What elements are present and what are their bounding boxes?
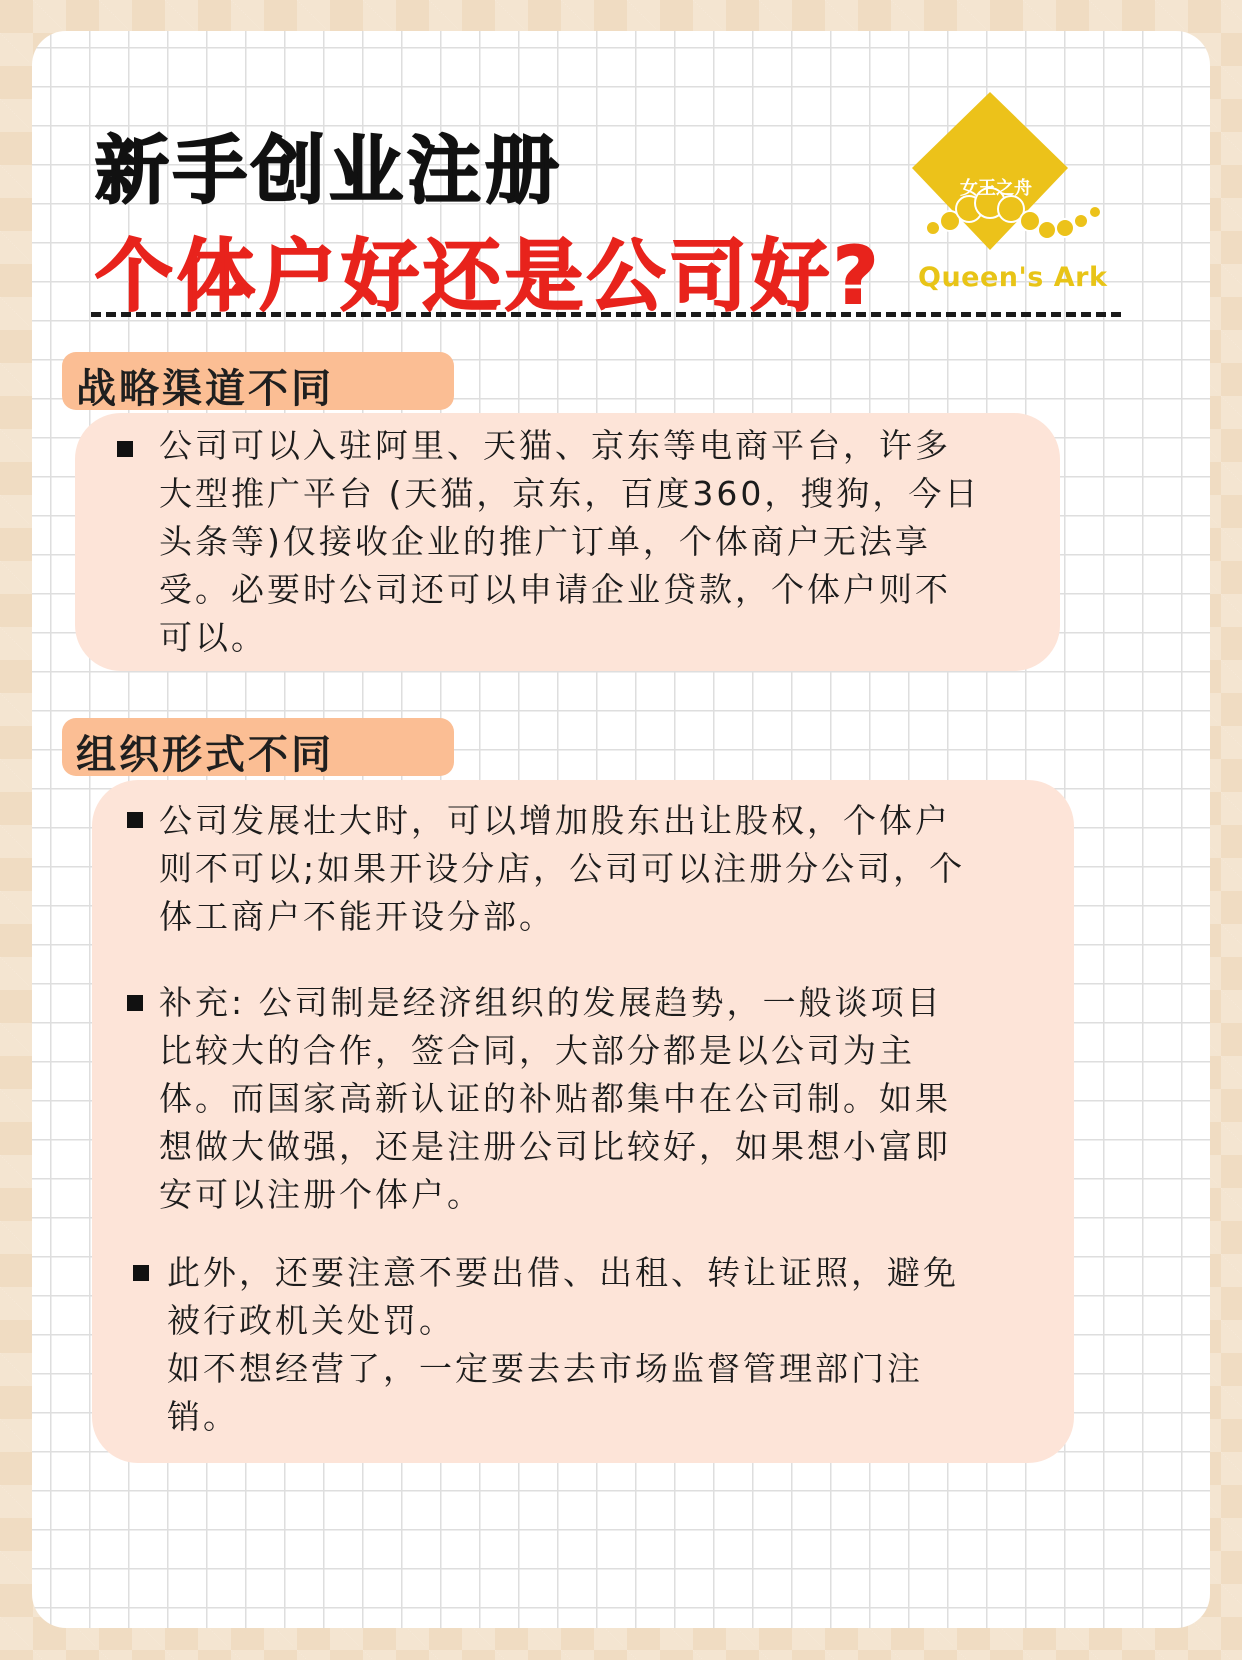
bullet-icon [127,812,143,828]
section-label-text: 战略渠道不同 [76,366,334,412]
bullet-icon [133,1265,149,1281]
bullet-icon [117,441,133,457]
list-item: 公司可以入驻阿里、天猫、京东等电商平台，许多 大型推广平台 (天猫，京东，百度360，搜狗，今日 头条等)仅接收企业的推广订单，个体商户无法享 受。必要时公司还可以申请企业贷款，个体户则不 可以。 [159,426,981,657]
divider [91,312,1121,317]
section-label-text: 组织形式不同 [76,732,334,778]
list-item: 此外，还要注意不要出借、出租、转让证照，避免 被行政机关处罚。 如不想经营了，一定要去去市场监督管理部门注 销。 [167,1253,959,1436]
page-title: 新手创业注册 [95,128,563,214]
logo-en-text: Queen's Ark [918,262,1108,293]
section-label-strategy [62,352,454,410]
list-item: 补充: 公司制是经济组织的发展趋势，一般谈项目 比较大的合作，签合同，大部分都是以公司为主 体。而国家高新认证的补贴都集中在公司制。如果 想做大做强，还是注册公司比较好，如果想小富即 安可以注册个体户。 [159,983,951,1214]
bullet-icon [127,995,143,1011]
logo-cn-text: 女王之舟 [960,178,1032,199]
list-item: 公司发展壮大时，可以增加股东出让股权，个体户 则不可以;如果开设分店，公司可以注册分公司，个 体工商户不能开设分部。 [159,801,966,936]
page-subtitle: 个体户好还是公司好? [95,232,883,322]
section-label-organization [62,718,454,776]
